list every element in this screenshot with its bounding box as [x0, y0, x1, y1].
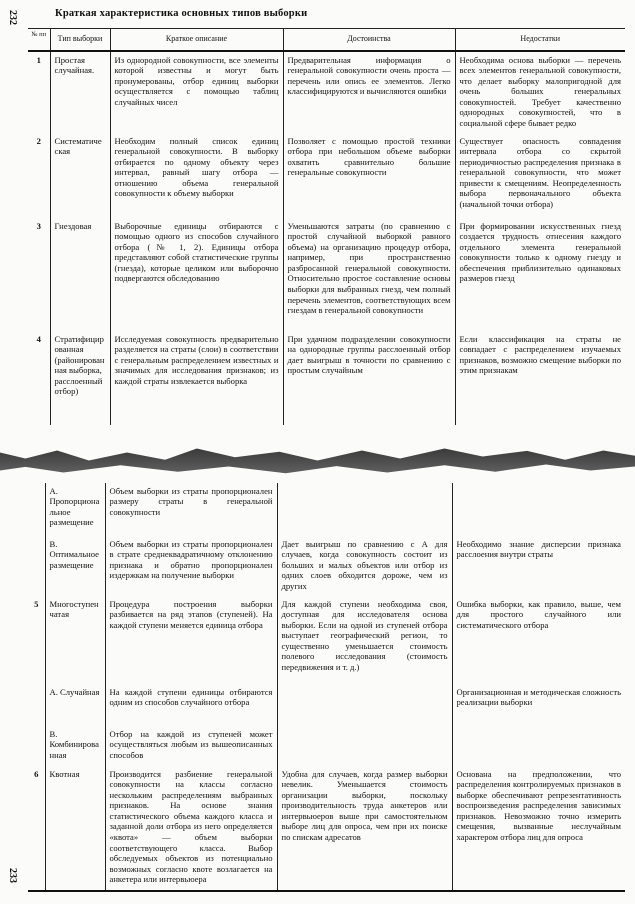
table-row [28, 726, 625, 766]
torn-page-edge [0, 437, 635, 477]
advantages-cell: Дает выигрыш по сравнению с А для случаев, когда совокупность состоит из больших и малых объектов или отбор из одних слоев обходится дороже, чем из других [277, 536, 452, 596]
description-cell: Процедура построения выборки разбивается на ряд этапов (ступеней). На каждой ступени меняется единица отбора [105, 596, 277, 684]
table-header-row [28, 29, 625, 51]
table-row [28, 596, 625, 684]
header-number: № пп [31, 31, 47, 38]
table-row [28, 51, 625, 133]
description-cell: Из однородной совокупности, все элементы которой известны и могут быть пронумерованы, отбор единиц выборки осуществляется с помощью таблиц случайных чисел [110, 51, 283, 133]
description-cell: Необходим полный список единиц генеральной совокупности. В выборку отбирается по одному объекту через интервал, равный шагу отбора — отношению объема генеральной совокупности к объему выборки [110, 133, 283, 218]
row-number [28, 536, 45, 596]
table-row [28, 684, 625, 726]
table-row [28, 536, 625, 596]
sampling-types-table-bottom [28, 483, 625, 892]
disadvantages-cell: Ошибка выборки, как правило, выше, чем для простого случайного или систематического отбора [452, 596, 625, 684]
disadvantages-cell [452, 726, 625, 766]
disadvantages-cell: При формировании искусственных гнезд создается трудность отнесения каждого отдельного элемента генеральной совокупности только к одному гнезду и обеспечения приблизительно одинаковых размеров гнезд [455, 218, 625, 331]
disadvantages-cell [452, 483, 625, 536]
page-number-top: 232 [7, 10, 18, 25]
description-cell: Отбор на каждой из ступеней может осуществляться любым из вышеописанных способов [105, 726, 277, 766]
description-cell: Объем выборки из страты пропорционален в страте среднеквадратичному отклонению признака и обратно пропорционален издержкам на получение выборки [105, 536, 277, 596]
table-row [28, 133, 625, 218]
advantages-cell: При удачном подразделении совокупности на однородные группы расслоенный отбор дает выигрыш в точности по сравнению с простым случайным [283, 331, 455, 425]
row-number [28, 726, 45, 766]
sample-type: А. Пропорциональное размещение [45, 483, 105, 536]
row-number: 3 [36, 220, 41, 231]
advantages-cell [277, 684, 452, 726]
description-cell: Объем выборки из страты пропорционален размеру страты в генеральной совокупности [105, 483, 277, 536]
advantages-cell: Позволяет с помощью простой техники отбора при небольшом объеме выборки охватить сравнительно большие генеральные совокупности [283, 133, 455, 218]
disadvantages-cell: Существует опасность совпадения интервала отбора со скрытой периодичностью распределения признака в генеральной совокупности, что может привести к смещениям. Неопределенность выбора первоначального объекта (начальной точки отбора) [455, 133, 625, 218]
disadvantages-cell: Необходима основа выборки — перечень всех элементов генеральной совокупности, что делает выборку малопригодной для очень больших генеральных совокупностей. Требует качественно однородных совокупностей, что в социальной сфере бывает редко [455, 51, 625, 133]
description-cell: На каждой ступени единицы отбираются одним из способов случайного отбора [105, 684, 277, 726]
sample-type: Многоступенчатая [45, 596, 105, 684]
advantages-cell: Предварительная информация о генеральной совокупности очень проста — перечень или опись ее элементов. Легко классифицируются и вычисляются ошибки [283, 51, 455, 133]
header-description: Краткое описание [110, 29, 283, 51]
header-type: Тип выборки [50, 29, 110, 51]
disadvantages-cell: Если классификация на страты не совпадает с распределением изучаемых признаков, возможно смещение выборки по этим признакам [455, 331, 625, 425]
row-number: 2 [36, 135, 41, 146]
sample-type: А. Случайная [45, 684, 105, 726]
advantages-cell [277, 726, 452, 766]
header-disadvantages: Недостатки [455, 29, 625, 51]
disadvantages-cell: Необходимо знание дисперсии признака расслоения внутри страты [452, 536, 625, 596]
disadvantages-cell: Организационная и методическая сложность реализации выборки [452, 684, 625, 726]
table-row [28, 331, 625, 425]
sample-type: Систематическая [50, 133, 110, 218]
sampling-types-table-top [28, 28, 625, 425]
description-cell: Исследуемая совокупность предварительно разделяется на страты (слои) в соответствии с генеральным распределением известных и значимых для исследования признаков; из каждой страты извлекается выборка [110, 331, 283, 425]
description-cell: Выборочные единицы отбираются с помощью одного из способов случайного отбора (№ 1, 2). Единицы отбора представляют собой статистические группы (гнезда), которые целиком или выборочно подвергаются обследованию [110, 218, 283, 331]
table-row [28, 483, 625, 536]
page-number-bottom: 233 [7, 868, 18, 883]
row-number [28, 684, 45, 726]
sample-type: В. Комбинированная [45, 726, 105, 766]
row-number: 1 [36, 54, 41, 65]
disadvantages-cell: Основана на предположении, что распределения контролируемых признаков в выборке обеспечивают репрезентативность воспроизведения распределения зависимых признаков. Невозможно точно измерить смещения, вызванные неслучайным характером отбора лиц для опроса [452, 766, 625, 891]
advantages-cell: Для каждой ступени необходима своя, доступная для исследователя основа выборки. Если на одной из ступеней отбора выступает географический регион, то существенно уменьшается стоимость полевого исследования (стоимость передвижения и т. д.) [277, 596, 452, 684]
row-number: 6 [34, 768, 39, 779]
advantages-cell [277, 483, 452, 536]
sample-type: Стратифицированная (районированная выборка, расслоенный отбор) [50, 331, 110, 425]
table-row [28, 766, 625, 891]
table-title: Краткая характеристика основных типов выборки [55, 8, 308, 19]
row-number [28, 483, 45, 536]
row-number: 5 [34, 598, 39, 609]
sample-type: Простая случайная. [50, 51, 110, 133]
advantages-cell: Уменьшаются затраты (по сравнению с простой случайной выборкой равного объема) на организацию процедур отбора, например, при пространственно разбросанной генеральной совокупности. Относительно простое составление основы выборки для выбранных гнезд, чем полный перечень элементов, соответствующих всем гнездам в генеральной совокупности [283, 218, 455, 331]
sample-type: В. Оптимальное размещение [45, 536, 105, 596]
sample-type: Гнездовая [50, 218, 110, 331]
table-row [28, 218, 625, 331]
sample-type: Квотная [45, 766, 105, 891]
header-advantages: Достоинства [283, 29, 455, 51]
description-cell: Производится разбиение генеральной совокупности на классы согласно нескольким распределениям выбранных признаков. На основе знания статистического объема каждого класса и заданной доли отбора из него определяется «квота» — объем выборки соответствующего класса. Выбор обследуемых объектов из потенциально возможных согласно квоте возлагается на анкетера или интервьюера [105, 766, 277, 891]
advantages-cell: Удобна для случаев, когда размер выборки невелик. Уменьшается стоимость организации выборки, поскольку производительность труда анкетеров или интервьюеров выше при самостоятельном выборе лиц для опроса, чем при их поиске по спискам адресатов [277, 766, 452, 891]
row-number: 4 [36, 333, 41, 344]
